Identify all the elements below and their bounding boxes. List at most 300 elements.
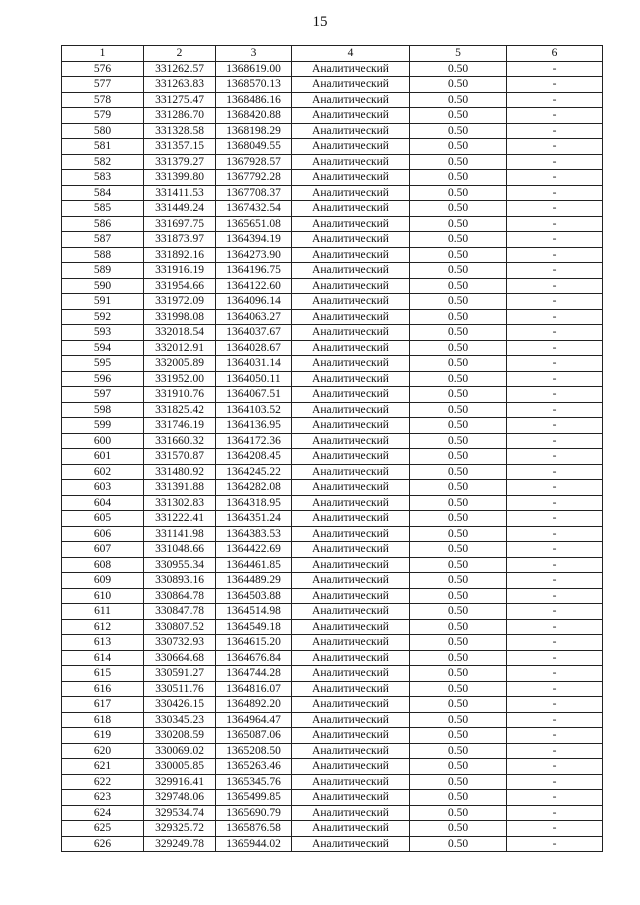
table-row: [62, 480, 603, 496]
cell-method: Аналитический: [292, 604, 410, 620]
cell-coordinate-y: 1364037.67: [216, 325, 292, 341]
cell-note: -: [507, 774, 603, 790]
cell-accuracy: 0.50: [410, 387, 507, 403]
cell-coordinate-y: 1364208.45: [216, 449, 292, 465]
cell-point-number: 586: [62, 216, 144, 232]
cell-accuracy: 0.50: [410, 92, 507, 108]
cell-accuracy: 0.50: [410, 619, 507, 635]
cell-coordinate-y: 1364964.47: [216, 712, 292, 728]
cell-coordinate-y: 1364383.53: [216, 526, 292, 542]
table-row: [62, 774, 603, 790]
cell-point-number: 591: [62, 294, 144, 310]
cell-method: Аналитический: [292, 340, 410, 356]
cell-coordinate-x: 331998.08: [144, 309, 216, 325]
cell-coordinate-y: 1367928.57: [216, 154, 292, 170]
cell-coordinate-x: 330511.76: [144, 681, 216, 697]
cell-point-number: 626: [62, 836, 144, 852]
cell-coordinate-x: 331746.19: [144, 418, 216, 434]
cell-coordinate-y: 1364122.60: [216, 278, 292, 294]
cell-point-number: 579: [62, 108, 144, 124]
cell-point-number: 576: [62, 61, 144, 77]
cell-coordinate-x: 331262.57: [144, 61, 216, 77]
cell-method: Аналитический: [292, 743, 410, 759]
cell-note: -: [507, 588, 603, 604]
cell-coordinate-x: 331399.80: [144, 170, 216, 186]
table-row: [62, 170, 603, 186]
cell-method: Аналитический: [292, 712, 410, 728]
cell-method: Аналитический: [292, 123, 410, 139]
cell-coordinate-y: 1368420.88: [216, 108, 292, 124]
cell-accuracy: 0.50: [410, 728, 507, 744]
cell-method: Аналитический: [292, 728, 410, 744]
cell-point-number: 593: [62, 325, 144, 341]
cell-note: -: [507, 526, 603, 542]
table-row: [62, 433, 603, 449]
cell-note: -: [507, 635, 603, 651]
cell-accuracy: 0.50: [410, 666, 507, 682]
cell-method: Аналитический: [292, 836, 410, 852]
cell-note: -: [507, 619, 603, 635]
cell-note: -: [507, 263, 603, 279]
cell-accuracy: 0.50: [410, 356, 507, 372]
table-row: [62, 743, 603, 759]
cell-point-number: 601: [62, 449, 144, 465]
cell-accuracy: 0.50: [410, 216, 507, 232]
table-row: [62, 526, 603, 542]
cell-coordinate-x: 331916.19: [144, 263, 216, 279]
cell-coordinate-x: 331411.53: [144, 185, 216, 201]
cell-method: Аналитический: [292, 666, 410, 682]
cell-coordinate-y: 1364461.85: [216, 557, 292, 573]
cell-accuracy: 0.50: [410, 588, 507, 604]
table-row: [62, 309, 603, 325]
cell-coordinate-x: 331286.70: [144, 108, 216, 124]
table-row: [62, 325, 603, 341]
cell-coordinate-x: 330807.52: [144, 619, 216, 635]
cell-method: Аналитический: [292, 681, 410, 697]
cell-method: Аналитический: [292, 433, 410, 449]
cell-accuracy: 0.50: [410, 139, 507, 155]
cell-point-number: 607: [62, 542, 144, 558]
cell-coordinate-y: 1368049.55: [216, 139, 292, 155]
cell-method: Аналитический: [292, 449, 410, 465]
cell-note: -: [507, 356, 603, 372]
cell-coordinate-x: 330005.85: [144, 759, 216, 775]
cell-accuracy: 0.50: [410, 464, 507, 480]
table-row: [62, 108, 603, 124]
cell-point-number: 595: [62, 356, 144, 372]
cell-point-number: 588: [62, 247, 144, 263]
cell-method: Аналитический: [292, 526, 410, 542]
cell-method: Аналитический: [292, 464, 410, 480]
cell-point-number: 617: [62, 697, 144, 713]
cell-coordinate-x: 331263.83: [144, 77, 216, 93]
cell-accuracy: 0.50: [410, 573, 507, 589]
cell-accuracy: 0.50: [410, 418, 507, 434]
cell-coordinate-y: 1364744.28: [216, 666, 292, 682]
cell-coordinate-x: 331328.58: [144, 123, 216, 139]
cell-coordinate-y: 1364273.90: [216, 247, 292, 263]
table-row: [62, 387, 603, 403]
cell-coordinate-y: 1364103.52: [216, 402, 292, 418]
cell-accuracy: 0.50: [410, 340, 507, 356]
cell-method: Аналитический: [292, 387, 410, 403]
cell-point-number: 589: [62, 263, 144, 279]
table-row: [62, 573, 603, 589]
cell-method: Аналитический: [292, 495, 410, 511]
cell-coordinate-y: 1364031.14: [216, 356, 292, 372]
cell-coordinate-x: 329249.78: [144, 836, 216, 852]
cell-coordinate-y: 1365651.08: [216, 216, 292, 232]
cell-method: Аналитический: [292, 418, 410, 434]
cell-coordinate-y: 1364136.95: [216, 418, 292, 434]
table-row: [62, 650, 603, 666]
table-row: [62, 619, 603, 635]
cell-method: Аналитический: [292, 635, 410, 651]
cell-method: Аналитический: [292, 61, 410, 77]
cell-method: Аналитический: [292, 154, 410, 170]
cell-method: Аналитический: [292, 278, 410, 294]
table-row: [62, 681, 603, 697]
cell-accuracy: 0.50: [410, 495, 507, 511]
cell-coordinate-y: 1364422.69: [216, 542, 292, 558]
cell-note: -: [507, 61, 603, 77]
cell-accuracy: 0.50: [410, 263, 507, 279]
cell-coordinate-x: 329916.41: [144, 774, 216, 790]
cell-accuracy: 0.50: [410, 449, 507, 465]
cell-note: -: [507, 418, 603, 434]
table-row: [62, 294, 603, 310]
cell-method: Аналитический: [292, 294, 410, 310]
cell-point-number: 605: [62, 511, 144, 527]
cell-coordinate-y: 1364892.20: [216, 697, 292, 713]
column-header: 1: [62, 46, 144, 62]
table-row: [62, 92, 603, 108]
cell-method: Аналитический: [292, 108, 410, 124]
cell-note: -: [507, 402, 603, 418]
cell-method: Аналитический: [292, 371, 410, 387]
cell-coordinate-x: 331391.88: [144, 480, 216, 496]
table-row: [62, 604, 603, 620]
cell-coordinate-x: 331449.24: [144, 201, 216, 217]
cell-coordinate-y: 1364096.14: [216, 294, 292, 310]
cell-coordinate-x: 331379.27: [144, 154, 216, 170]
cell-accuracy: 0.50: [410, 108, 507, 124]
table-row: [62, 61, 603, 77]
cell-coordinate-y: 1364549.18: [216, 619, 292, 635]
table-header-row: [62, 46, 603, 62]
cell-coordinate-x: 330426.15: [144, 697, 216, 713]
cell-note: -: [507, 325, 603, 341]
cell-note: -: [507, 433, 603, 449]
cell-coordinate-y: 1364676.84: [216, 650, 292, 666]
table-body: [62, 61, 603, 852]
cell-point-number: 623: [62, 790, 144, 806]
cell-coordinate-x: 331141.98: [144, 526, 216, 542]
cell-point-number: 612: [62, 619, 144, 635]
table-row: [62, 154, 603, 170]
cell-point-number: 614: [62, 650, 144, 666]
cell-point-number: 604: [62, 495, 144, 511]
cell-point-number: 611: [62, 604, 144, 620]
table-row: [62, 542, 603, 558]
table-row: [62, 247, 603, 263]
table-row: [62, 123, 603, 139]
cell-point-number: 592: [62, 309, 144, 325]
cell-point-number: 603: [62, 480, 144, 496]
cell-accuracy: 0.50: [410, 278, 507, 294]
cell-accuracy: 0.50: [410, 743, 507, 759]
table-row: [62, 356, 603, 372]
cell-note: -: [507, 340, 603, 356]
cell-note: -: [507, 464, 603, 480]
cell-note: -: [507, 480, 603, 496]
cell-note: -: [507, 92, 603, 108]
cell-method: Аналитический: [292, 216, 410, 232]
table-row: [62, 511, 603, 527]
table-row: [62, 821, 603, 837]
cell-point-number: 606: [62, 526, 144, 542]
cell-accuracy: 0.50: [410, 557, 507, 573]
cell-accuracy: 0.50: [410, 542, 507, 558]
table-row: [62, 418, 603, 434]
cell-method: Аналитический: [292, 790, 410, 806]
cell-note: -: [507, 573, 603, 589]
cell-accuracy: 0.50: [410, 681, 507, 697]
cell-method: Аналитический: [292, 650, 410, 666]
cell-coordinate-x: 330591.27: [144, 666, 216, 682]
cell-accuracy: 0.50: [410, 604, 507, 620]
cell-accuracy: 0.50: [410, 697, 507, 713]
cell-coordinate-x: 331954.66: [144, 278, 216, 294]
column-header: 5: [410, 46, 507, 62]
cell-point-number: 598: [62, 402, 144, 418]
cell-method: Аналитический: [292, 232, 410, 248]
table-row: [62, 402, 603, 418]
cell-point-number: 620: [62, 743, 144, 759]
cell-point-number: 599: [62, 418, 144, 434]
cell-coordinate-x: 331570.87: [144, 449, 216, 465]
cell-note: -: [507, 77, 603, 93]
cell-method: Аналитический: [292, 325, 410, 341]
cell-coordinate-x: 330955.34: [144, 557, 216, 573]
cell-coordinate-y: 1368198.29: [216, 123, 292, 139]
cell-point-number: 587: [62, 232, 144, 248]
cell-note: -: [507, 154, 603, 170]
coordinates-table: [61, 45, 603, 852]
column-header: 6: [507, 46, 603, 62]
cell-coordinate-x: 330208.59: [144, 728, 216, 744]
cell-note: -: [507, 790, 603, 806]
cell-point-number: 582: [62, 154, 144, 170]
cell-note: -: [507, 247, 603, 263]
cell-accuracy: 0.50: [410, 247, 507, 263]
cell-point-number: 622: [62, 774, 144, 790]
cell-note: -: [507, 557, 603, 573]
cell-coordinate-y: 1364028.67: [216, 340, 292, 356]
cell-coordinate-y: 1364050.11: [216, 371, 292, 387]
cell-method: Аналитический: [292, 619, 410, 635]
cell-coordinate-x: 331048.66: [144, 542, 216, 558]
cell-method: Аналитический: [292, 247, 410, 263]
cell-note: -: [507, 728, 603, 744]
cell-accuracy: 0.50: [410, 821, 507, 837]
cell-coordinate-x: 330864.78: [144, 588, 216, 604]
cell-point-number: 618: [62, 712, 144, 728]
cell-coordinate-y: 1365263.46: [216, 759, 292, 775]
cell-point-number: 602: [62, 464, 144, 480]
table-row: [62, 449, 603, 465]
cell-point-number: 585: [62, 201, 144, 217]
table-row: [62, 759, 603, 775]
cell-point-number: 621: [62, 759, 144, 775]
table-row: [62, 371, 603, 387]
cell-coordinate-x: 329325.72: [144, 821, 216, 837]
cell-coordinate-y: 1364282.08: [216, 480, 292, 496]
cell-coordinate-y: 1364067.51: [216, 387, 292, 403]
cell-method: Аналитический: [292, 697, 410, 713]
cell-accuracy: 0.50: [410, 232, 507, 248]
cell-note: -: [507, 185, 603, 201]
cell-note: -: [507, 216, 603, 232]
cell-method: Аналитический: [292, 821, 410, 837]
cell-coordinate-y: 1367708.37: [216, 185, 292, 201]
cell-coordinate-x: 331825.42: [144, 402, 216, 418]
cell-accuracy: 0.50: [410, 123, 507, 139]
cell-note: -: [507, 759, 603, 775]
cell-coordinate-y: 1364615.20: [216, 635, 292, 651]
cell-note: -: [507, 681, 603, 697]
cell-note: -: [507, 232, 603, 248]
cell-coordinate-x: 329748.06: [144, 790, 216, 806]
cell-method: Аналитический: [292, 356, 410, 372]
cell-method: Аналитический: [292, 139, 410, 155]
cell-accuracy: 0.50: [410, 325, 507, 341]
cell-accuracy: 0.50: [410, 805, 507, 821]
column-header: 4: [292, 46, 410, 62]
cell-coordinate-y: 1368619.00: [216, 61, 292, 77]
cell-note: -: [507, 139, 603, 155]
table-row: [62, 139, 603, 155]
cell-note: -: [507, 309, 603, 325]
table-row: [62, 697, 603, 713]
cell-point-number: 613: [62, 635, 144, 651]
cell-accuracy: 0.50: [410, 294, 507, 310]
cell-coordinate-y: 1365876.58: [216, 821, 292, 837]
cell-accuracy: 0.50: [410, 77, 507, 93]
table-row: [62, 728, 603, 744]
cell-method: Аналитический: [292, 201, 410, 217]
table-row: [62, 185, 603, 201]
cell-point-number: 597: [62, 387, 144, 403]
cell-method: Аналитический: [292, 185, 410, 201]
cell-point-number: 609: [62, 573, 144, 589]
cell-point-number: 600: [62, 433, 144, 449]
table-row: [62, 232, 603, 248]
cell-method: Аналитический: [292, 573, 410, 589]
table-row: [62, 712, 603, 728]
cell-point-number: 581: [62, 139, 144, 155]
cell-note: -: [507, 495, 603, 511]
cell-coordinate-x: 332005.89: [144, 356, 216, 372]
cell-note: -: [507, 805, 603, 821]
cell-coordinate-x: 331357.15: [144, 139, 216, 155]
cell-coordinate-x: 331873.97: [144, 232, 216, 248]
cell-coordinate-x: 330664.68: [144, 650, 216, 666]
cell-accuracy: 0.50: [410, 712, 507, 728]
cell-note: -: [507, 821, 603, 837]
cell-note: -: [507, 371, 603, 387]
cell-coordinate-y: 1365087.06: [216, 728, 292, 744]
cell-note: -: [507, 123, 603, 139]
cell-accuracy: 0.50: [410, 526, 507, 542]
cell-method: Аналитический: [292, 774, 410, 790]
cell-method: Аналитический: [292, 557, 410, 573]
cell-coordinate-x: 332012.91: [144, 340, 216, 356]
cell-note: -: [507, 697, 603, 713]
cell-coordinate-x: 330069.02: [144, 743, 216, 759]
cell-accuracy: 0.50: [410, 759, 507, 775]
table-row: [62, 77, 603, 93]
cell-coordinate-y: 1365499.85: [216, 790, 292, 806]
cell-method: Аналитический: [292, 759, 410, 775]
cell-note: -: [507, 170, 603, 186]
cell-coordinate-y: 1368486.16: [216, 92, 292, 108]
column-header: 2: [144, 46, 216, 62]
cell-point-number: 624: [62, 805, 144, 821]
cell-method: Аналитический: [292, 309, 410, 325]
cell-coordinate-y: 1364172.36: [216, 433, 292, 449]
cell-method: Аналитический: [292, 480, 410, 496]
cell-accuracy: 0.50: [410, 309, 507, 325]
cell-accuracy: 0.50: [410, 511, 507, 527]
cell-coordinate-y: 1364196.75: [216, 263, 292, 279]
cell-accuracy: 0.50: [410, 433, 507, 449]
table-row: [62, 216, 603, 232]
cell-note: -: [507, 542, 603, 558]
cell-note: -: [507, 294, 603, 310]
cell-coordinate-x: 330732.93: [144, 635, 216, 651]
cell-note: -: [507, 666, 603, 682]
cell-coordinate-y: 1364816.07: [216, 681, 292, 697]
cell-coordinate-y: 1364318.95: [216, 495, 292, 511]
cell-coordinate-x: 331910.76: [144, 387, 216, 403]
table-row: [62, 464, 603, 480]
cell-method: Аналитический: [292, 588, 410, 604]
cell-method: Аналитический: [292, 263, 410, 279]
cell-point-number: 596: [62, 371, 144, 387]
cell-coordinate-x: 329534.74: [144, 805, 216, 821]
cell-coordinate-x: 331480.92: [144, 464, 216, 480]
cell-point-number: 584: [62, 185, 144, 201]
cell-coordinate-x: 331302.83: [144, 495, 216, 511]
cell-accuracy: 0.50: [410, 635, 507, 651]
cell-coordinate-x: 331222.41: [144, 511, 216, 527]
cell-coordinate-x: 331660.32: [144, 433, 216, 449]
cell-note: -: [507, 108, 603, 124]
cell-note: -: [507, 449, 603, 465]
table-row: [62, 340, 603, 356]
cell-method: Аналитический: [292, 402, 410, 418]
cell-point-number: 577: [62, 77, 144, 93]
cell-coordinate-y: 1365944.02: [216, 836, 292, 852]
cell-coordinate-x: 330893.16: [144, 573, 216, 589]
cell-point-number: 583: [62, 170, 144, 186]
cell-coordinate-y: 1364394.19: [216, 232, 292, 248]
cell-point-number: 580: [62, 123, 144, 139]
cell-coordinate-y: 1364514.98: [216, 604, 292, 620]
cell-coordinate-x: 331697.75: [144, 216, 216, 232]
